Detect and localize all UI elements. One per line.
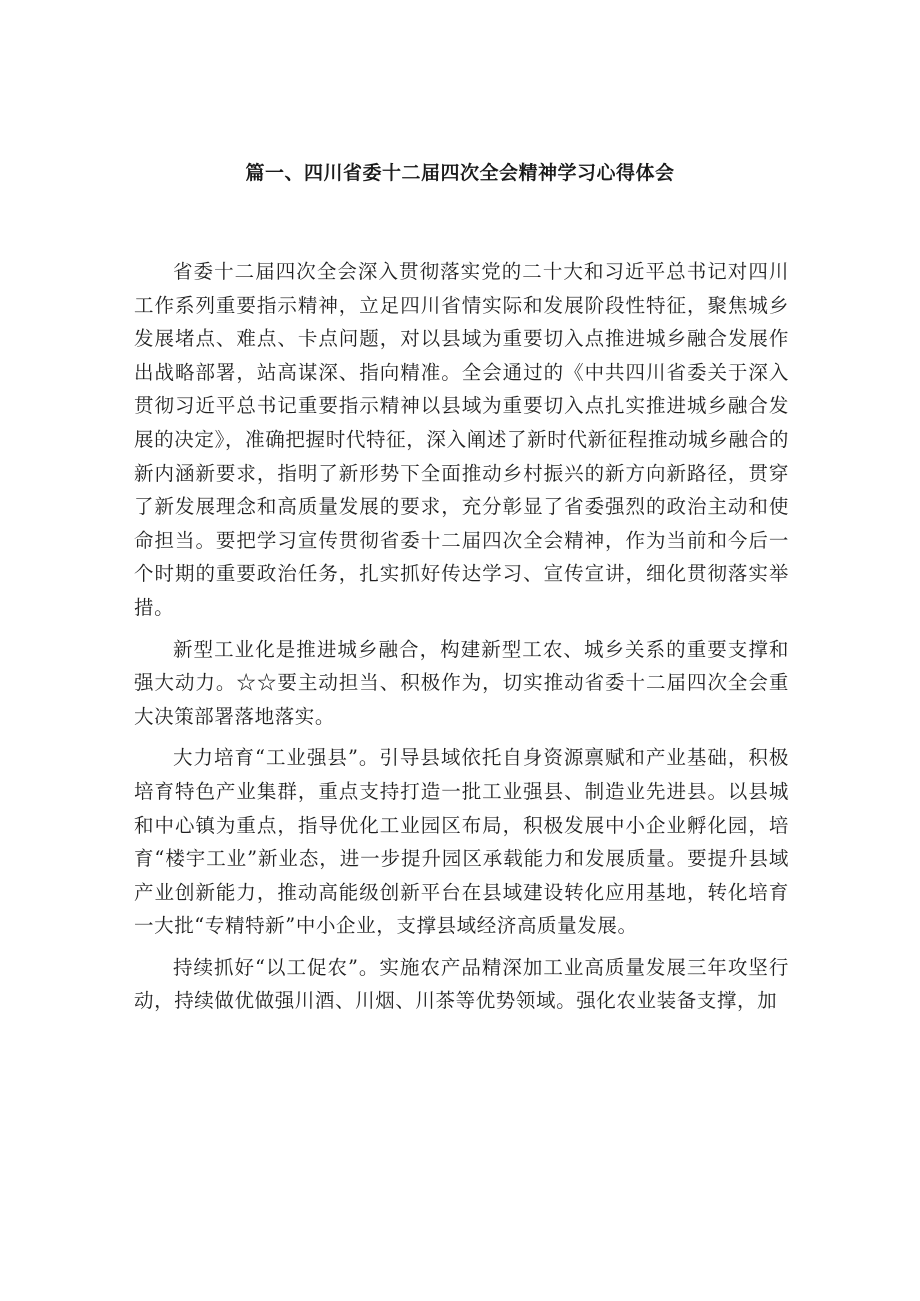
document-body: [134, 255, 789, 1026]
paragraph: 省委十二届四次全会深入贯彻落实党的二十大和习近平总书记对四川工作系列重要指示精神，立足四川省情实际和发展阶段性特征，聚焦城乡发展堵点、难点、卡点问题，对以县域为重要切入点推进城乡融合发展作出战略部署，站高谋深、指向精准。全会通过的《中共四川省委关于深入贯彻习近平总书记重要指示精神以县域为重要切入点扎实推进城乡融合发展的决定》，准确把握时代特征，深入阐述了新时代新征程推动城乡融合的新内涵新要求，指明了新形势下全面推动乡村振兴的新方向新路径，贯穿了新发展理念和高质量发展的要求，充分彰显了省委强烈的政治主动和使命担当。要把学习宣传贯彻省委十二届四次全会精神，作为当前和今后一个时期的重要政治任务，扎实抓好传达学习、宣传宣讲，细化贯彻落实举措。: [134, 260, 789, 619]
paragraph: 大力培育“工业强县”。引导县域依托自身资源禀赋和产业基础，积极培育特色产业集群，重点支持打造一批工业强县、制造业先进县。以县城和中心镇为重点，指导优化工业园区布局，积极发展中小企业孵化园，培育“楼宇工业”新业态，进一步提升园区承载能力和发展质量。要提升县域产业创新能力，推动高能级创新平台在县域建设转化应用基地，转化培育一大批“专精特新”中小企业，支撑县域经济高质量发展。: [134, 746, 789, 938]
paragraph: 新型工业化是推进城乡融合，构建新型工农、城乡关系的重要支撑和强大动力。☆☆要主动担当、积极作为，切实推动省委十二届四次全会重大决策部署落地落实。: [134, 637, 789, 728]
document-title: 篇一、四川省委十二届四次全会精神学习心得体会: [245, 162, 675, 184]
paragraph: 持续抓好“以工促农”。实施农产品精深加工业高质量发展三年攻坚行动，持续做优做强川酒、川烟、川茶等优势领域。强化农业装备支撑，加: [134, 955, 789, 1013]
